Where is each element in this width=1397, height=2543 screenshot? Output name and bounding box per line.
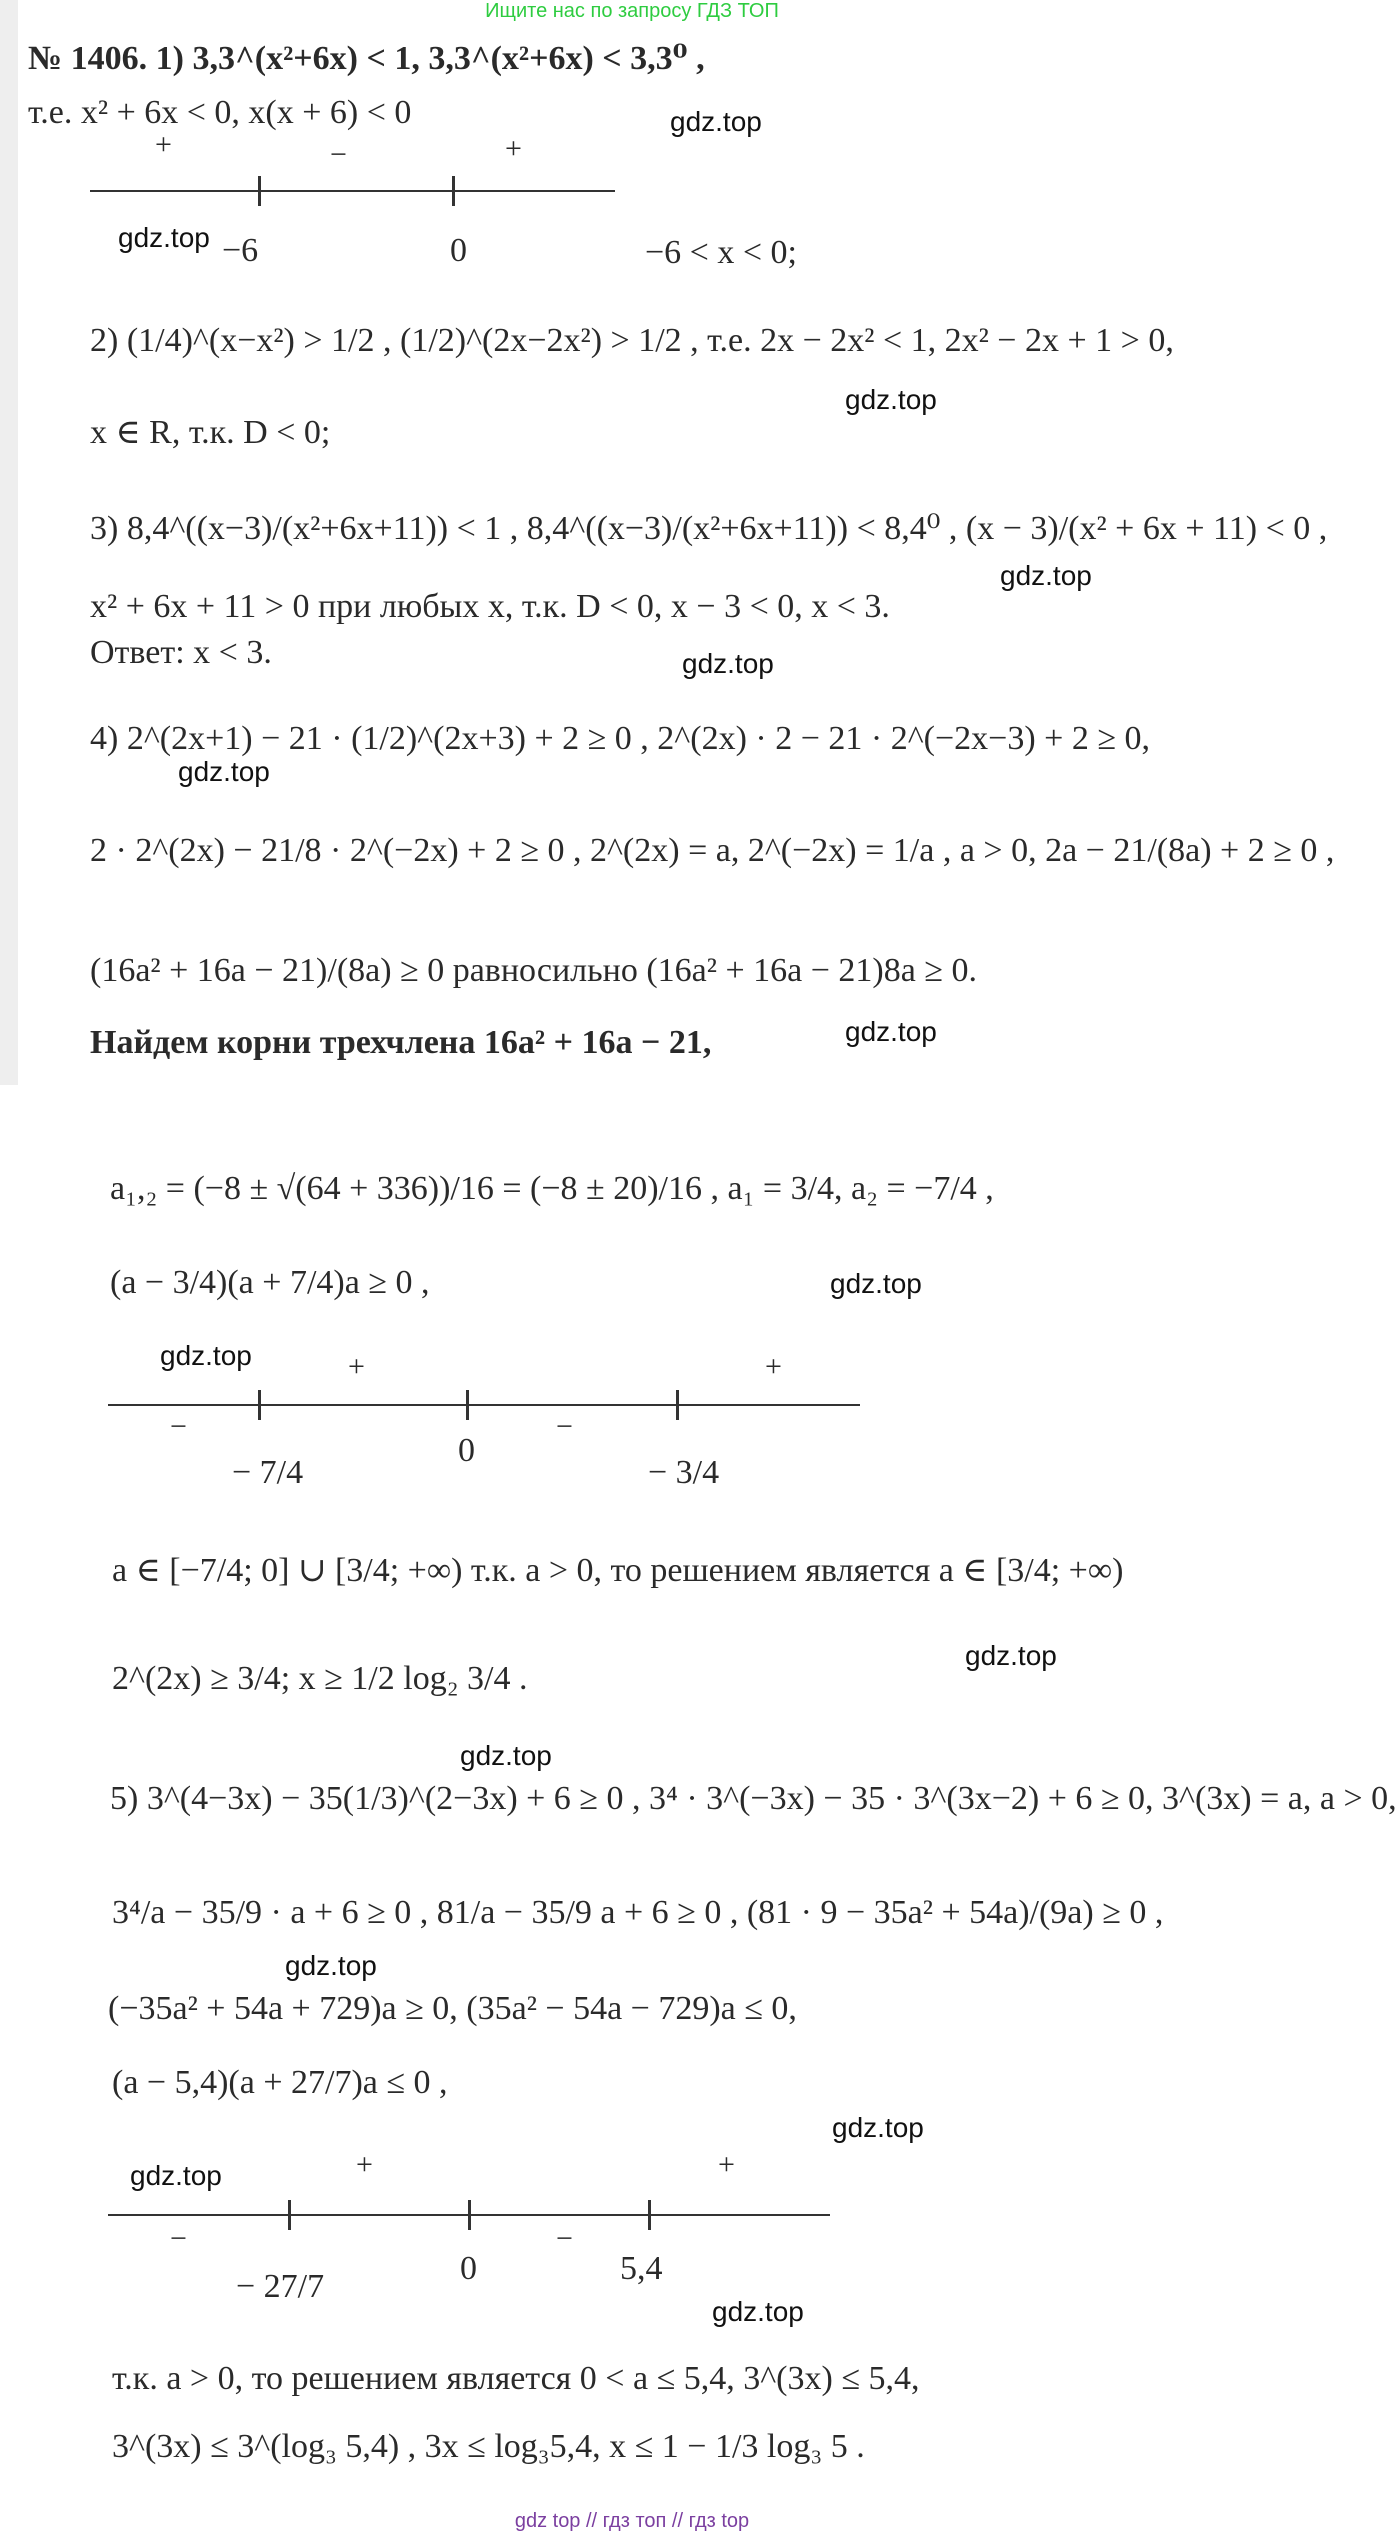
axis3-label: 0 [460, 2250, 477, 2287]
axis3-tick [468, 2200, 471, 2230]
axis2-sign-plus: + [765, 1350, 782, 1383]
axis2-tick [466, 1390, 469, 1420]
line-12: Найдем корни трехчлена 16a² + 16a − 21, [90, 1024, 712, 1061]
line-6: 3) 8,4^((x−3)/(x²+6x+11)) < 1 , 8,4^((x−3)/(x²+6x+11)) < 8,4⁰ , (x − 3)/(x² + 6x + 11) < 0 , [90, 510, 1328, 547]
axis3-sign-minus: − [556, 2222, 573, 2255]
watermark: gdz.top [285, 1950, 377, 1981]
line-1: № 1406. 1) 3,3^(x²+6x) < 1, 3,3^(x²+6x) < 3,3⁰ , [28, 40, 705, 77]
axis1-label: −6 [222, 232, 259, 269]
line-17: 5) 3^(4−3x) − 35(1/3)^(2−3x) + 6 ≥ 0 , 3⁴ · 3^(−3x) − 35 · 3^(3x−2) + 6 ≥ 0, 3^(3x) = a, a > 0, [110, 1780, 1397, 1817]
watermark: gdz.top [682, 648, 774, 679]
watermark: gdz.top [712, 2296, 804, 2327]
axis2-label: − 7/4 [232, 1454, 304, 1491]
axis2-line [108, 1404, 860, 1406]
watermark: gdz.top [670, 106, 762, 137]
line-15: a ∈ [−7/4; 0] ∪ [3/4; +∞) т.к. a > 0, то решением является a ∈ [3/4; +∞) [112, 1552, 1124, 1589]
watermark: gdz.top [845, 384, 937, 415]
watermark: gdz.top [118, 222, 210, 253]
axis2-sign-minus: − [556, 1410, 573, 1443]
line-7: x² + 6x + 11 > 0 при любых x, т.к. D < 0, x − 3 < 0, x < 3. [90, 588, 890, 625]
line-21: т.к. a > 0, то решением является 0 < a ≤ 5,4, 3^(3x) ≤ 5,4, [112, 2360, 920, 2397]
line-3: −6 < x < 0; [645, 234, 797, 271]
line-16: 2^(2x) ≥ 3/4; x ≥ 1/2 log₂ 3/4 . [112, 1660, 528, 1697]
watermark: gdz.top [845, 1016, 937, 1047]
axis3-sign-plus: + [356, 2148, 373, 2181]
watermark: gdz.top [460, 1740, 552, 1771]
axis3-sign-plus: + [718, 2148, 735, 2181]
watermark: gdz.top [178, 756, 270, 787]
line-18: 3⁴/a − 35/9 · a + 6 ≥ 0 , 81/a − 35/9 a + 6 ≥ 0 , (81 · 9 − 35a² + 54a)/(9a) ≥ 0 , [112, 1894, 1164, 1931]
watermark: gdz.top [832, 2112, 924, 2143]
axis1-sign-minus: − [330, 138, 347, 171]
site-header: Ищите нас по запросу ГДЗ ТОП [485, 0, 779, 22]
line-19: (−35a² + 54a + 729)a ≥ 0, (35a² − 54a − 729)a ≤ 0, [108, 1990, 797, 2027]
axis3-tick [288, 2200, 291, 2230]
axis2-sign-plus: + [348, 1350, 365, 1383]
axis2-sign-minus: − [170, 1410, 187, 1443]
line-2: т.е. x² + 6x < 0, x(x + 6) < 0 [28, 94, 412, 131]
line-5: x ∈ R, т.к. D < 0; [90, 414, 331, 451]
watermark: gdz.top [130, 2160, 222, 2191]
axis1-sign-plus: + [155, 128, 172, 161]
line-8: Ответ: x < 3. [90, 634, 272, 671]
line-4: 2) (1/4)^(x−x²) > 1/2 , (1/2)^(2x−2x²) > 1/2 , т.е. 2x − 2x² < 1, 2x² − 2x + 1 > 0, [90, 322, 1174, 359]
line-13: a₁,₂ = (−8 ± √(64 + 336))/16 = (−8 ± 20)/16 , a₁ = 3/4, a₂ = −7/4 , [110, 1170, 994, 1207]
line-9: 4) 2^(2x+1) − 21 · (1/2)^(2x+3) + 2 ≥ 0 , 2^(2x) · 2 − 21 · 2^(−2x−3) + 2 ≥ 0, [90, 720, 1150, 757]
axis1-label: 0 [450, 232, 467, 269]
axis2-label: 0 [458, 1432, 475, 1469]
axis1-line [90, 190, 615, 192]
axis1-tick [452, 176, 455, 206]
axis2-tick [258, 1390, 261, 1420]
line-11: (16a² + 16a − 21)/(8a) ≥ 0 равносильно (16a² + 16a − 21)8a ≥ 0. [90, 952, 977, 989]
watermark: gdz.top [1000, 560, 1092, 591]
site-footer: gdz top // гдз топ // гдз top [514, 2510, 750, 2532]
axis3-label: 5,4 [620, 2250, 663, 2287]
scan-edge-shading [0, 0, 18, 1085]
watermark: gdz.top [965, 1640, 1057, 1671]
axis2-label: − 3/4 [648, 1454, 720, 1491]
watermark: gdz.top [830, 1268, 922, 1299]
watermark: gdz.top [160, 1340, 252, 1371]
line-14: (a − 3/4)(a + 7/4)a ≥ 0 , [110, 1264, 430, 1301]
axis3-label: − 27/7 [236, 2268, 325, 2305]
line-22: 3^(3x) ≤ 3^(log₃ 5,4) , 3x ≤ log₃5,4, x ≤ 1 − 1/3 log₃ 5 . [112, 2428, 865, 2465]
axis2-tick [676, 1390, 679, 1420]
line-10: 2 · 2^(2x) − 21/8 · 2^(−2x) + 2 ≥ 0 , 2^(2x) = a, 2^(−2x) = 1/a , a > 0, 2a − 21/(8a) + 2 ≥ 0 , [90, 832, 1335, 869]
axis1-sign-plus: + [505, 132, 522, 165]
axis3-tick [648, 2200, 651, 2230]
axis1-tick [258, 176, 261, 206]
axis3-sign-minus: − [170, 2222, 187, 2255]
line-20: (a − 5,4)(a + 27/7)a ≤ 0 , [112, 2064, 448, 2101]
